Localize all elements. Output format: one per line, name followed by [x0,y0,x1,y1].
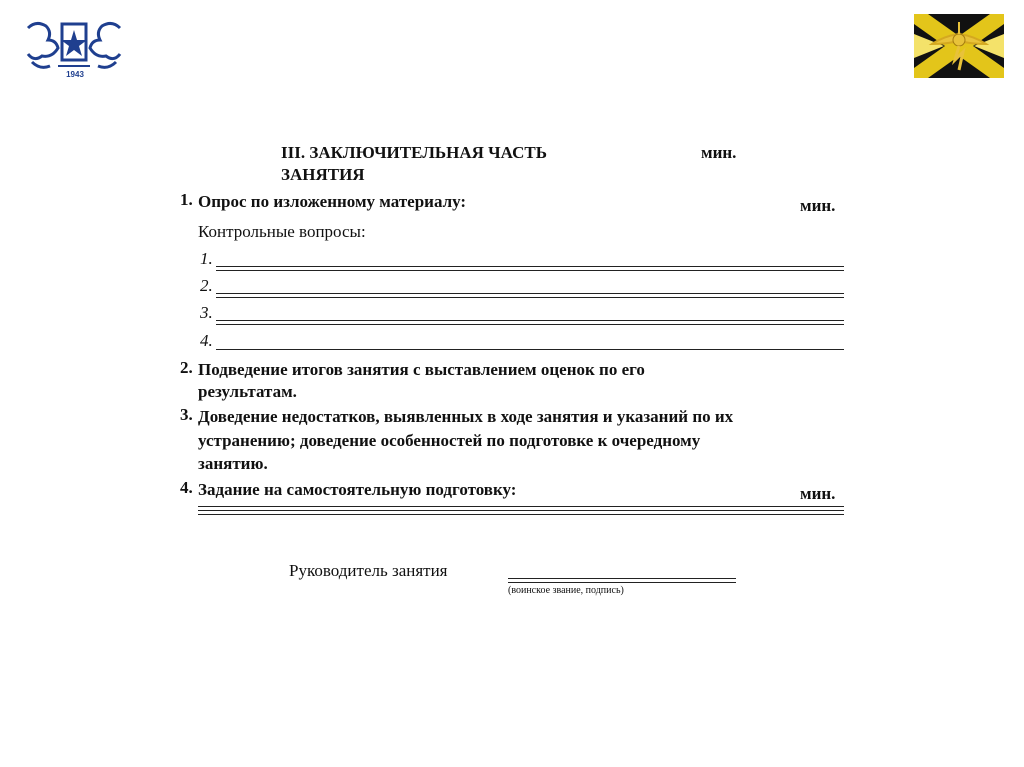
section-title-line1: III. ЗАКЛЮЧИТЕЛЬНАЯ ЧАСТЬ [281,143,547,162]
control-questions-label: Контрольные вопросы: [198,222,366,241]
question-number: 4. [200,331,213,350]
assignment-line [198,514,844,515]
item-number: 3. [180,405,193,424]
assignment-line [198,510,844,511]
question-number: 3. [200,303,213,322]
item-1-text: Опрос по изложенному материалу: [198,192,467,211]
item-2-line2: результатам. [198,382,297,401]
answer-line [216,349,844,350]
item-4-text: Задание на самостоятельную подготовку: [198,480,517,499]
university-logo [22,14,126,84]
signature-label: Руководитель занятия [289,561,448,580]
question-number: 2. [200,276,213,295]
question-number: 1. [200,249,213,268]
signal-troops-logo [914,14,1004,78]
section-minutes: мин. [701,143,737,162]
answer-line [216,266,844,267]
item-4-minutes: мин. [800,484,836,503]
answer-line [216,297,844,298]
section-title-line2: ЗАНЯТИЯ [281,165,365,184]
item-number: 1. [180,190,193,209]
item-number: 4. [180,478,193,497]
item-number: 2. [180,358,193,377]
logo-year: 1943 [66,70,84,79]
item-3-line3: занятию. [198,454,268,473]
answer-line [216,293,844,294]
answer-line [216,324,844,325]
answer-line [216,320,844,321]
item-3-line1: Доведение недостатков, выявленных в ходе занятия и указаний по их [198,407,734,426]
assignment-line [198,506,844,507]
item-3-line2: устранению; доведение особенностей по подготовке к очередному [198,431,701,450]
item-1-minutes: мин. [800,196,836,215]
signature-line [508,578,736,579]
signature-caption: (воинское звание, подпись) [508,585,624,596]
signature-line [508,582,736,583]
item-2-line1: Подведение итогов занятия с выставлением оценок по его [198,360,645,379]
answer-line [216,270,844,271]
